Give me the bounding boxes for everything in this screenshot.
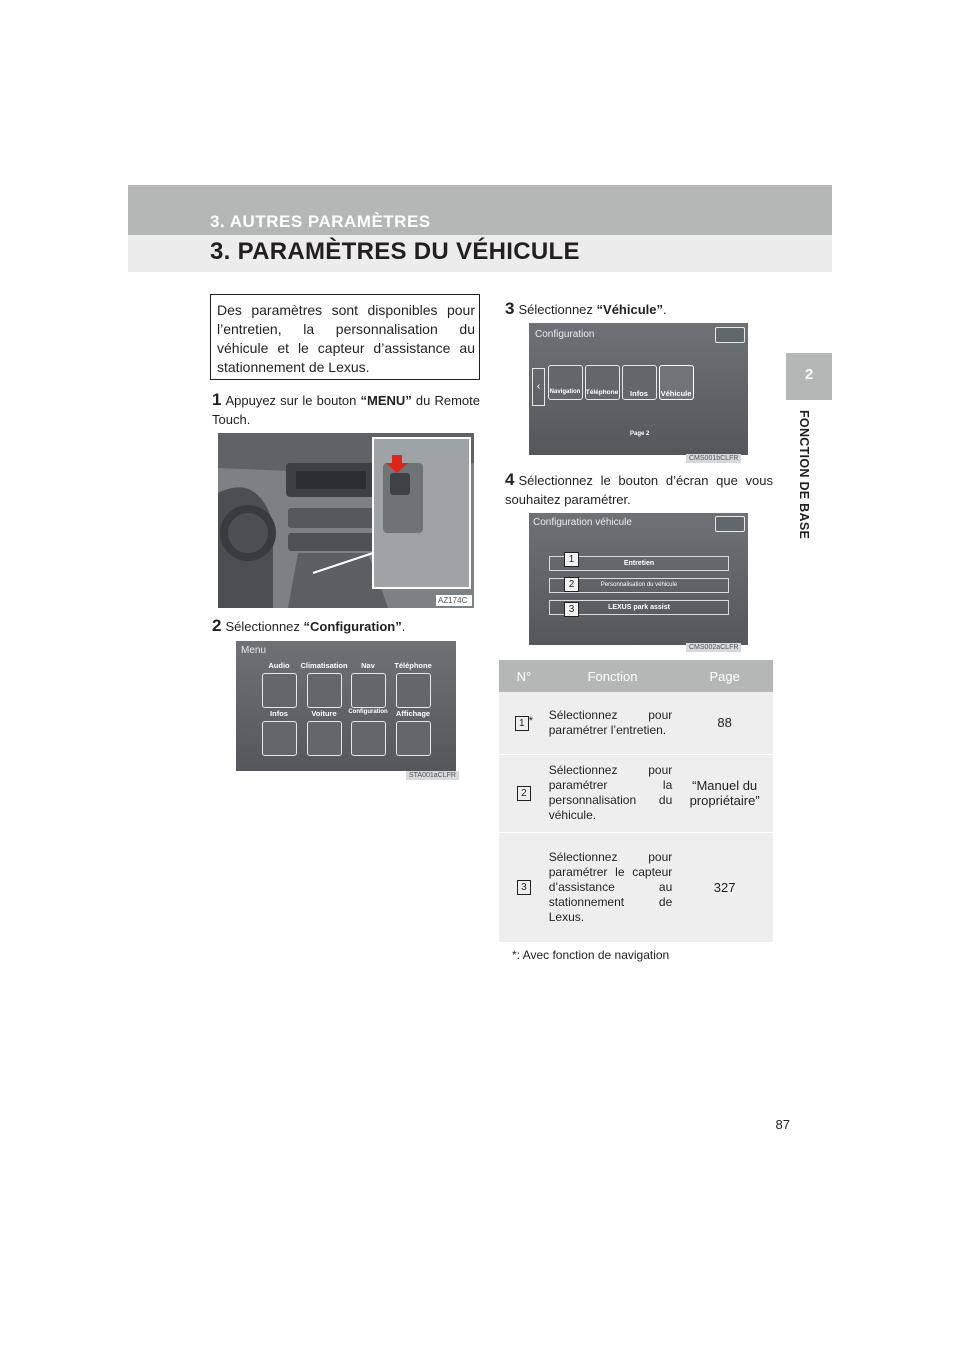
row-page: “Manuel du propriétaire” <box>676 754 773 832</box>
menu-label-audio: Audio <box>268 661 290 670</box>
row-number-cell <box>499 754 549 832</box>
screen-title: Configuration <box>535 329 595 340</box>
header-page: Page <box>676 660 773 692</box>
settings-icon[interactable] <box>351 721 386 756</box>
configuration-screen <box>529 323 748 455</box>
callout-1: 1 <box>564 552 579 567</box>
header-function: Fonction <box>549 660 677 692</box>
row-footnote-mark: * <box>528 714 533 727</box>
step-number: 3 <box>505 299 515 318</box>
car-icon[interactable] <box>307 721 342 756</box>
music-note-icon[interactable] <box>262 673 297 708</box>
figure-code: CMS002aCLFR <box>686 643 741 652</box>
page-number: 87 <box>775 1117 790 1132</box>
step-number: 2 <box>212 616 222 635</box>
table-row <box>499 832 773 942</box>
row-page: 327 <box>676 832 773 942</box>
step-keyword: “Véhicule” <box>596 302 663 317</box>
table-row <box>499 692 773 754</box>
header-number: N° <box>499 660 549 692</box>
vehicle-configuration-screen <box>529 513 748 645</box>
menu-label-configuration: Configuration <box>348 709 388 715</box>
callout-3: 3 <box>564 602 579 617</box>
chapter-label: FONCTION DE BASE <box>797 410 811 540</box>
menu-label-voiture: Voiture <box>311 709 337 718</box>
info-icon[interactable] <box>262 721 297 756</box>
section-title: 3. AUTRES PARAMÈTRES <box>210 212 431 231</box>
step-text: Sélectionnez le bouton d’écran que vous souhaitez paramétrer. <box>505 473 773 507</box>
step-text: . <box>401 619 406 634</box>
menu-label-infos: Infos <box>270 709 288 718</box>
table-row <box>499 754 773 832</box>
figure-code: CMS001bCLFR <box>686 454 741 463</box>
step-number: 4 <box>505 470 515 489</box>
step-text: Sélectionnez <box>225 619 304 634</box>
vehicle-customization-button[interactable]: Personnalisation du véhicule <box>549 578 729 593</box>
phone-icon[interactable] <box>396 673 431 708</box>
menu-label-affichage: Affichage <box>395 709 431 718</box>
row-number: 3 <box>517 880 531 895</box>
step-text: Sélectionnez <box>518 302 597 317</box>
intro-box: Des paramètres sont disponibles pour l’entretien, la personnalisation du véhicule et le capteur d’assistance au stationnement de Lexus. <box>210 294 480 380</box>
footnote: *: Avec fonction de navigation <box>512 948 670 962</box>
row-number: 2 <box>517 786 531 801</box>
row-number-cell <box>499 692 549 754</box>
fan-icon[interactable] <box>307 673 342 708</box>
row-number: 1 <box>515 716 529 731</box>
photo-code: AZ174C <box>438 596 468 605</box>
step-1 <box>212 390 480 429</box>
step-4 <box>505 470 773 509</box>
config-label-navigation: Navigation <box>549 389 581 395</box>
lexus-park-assist-button[interactable]: LEXUS park assist <box>549 600 729 615</box>
page-indicator: Page 2 <box>630 431 650 437</box>
config-label-vehicule: Véhicule <box>660 389 692 398</box>
compass-icon[interactable] <box>351 673 386 708</box>
config-label-telephone: Téléphone <box>585 389 619 396</box>
menu-label-climatisation: Climatisation <box>300 661 348 670</box>
callout-2: 2 <box>564 577 579 592</box>
row-page: 88 <box>676 692 773 754</box>
previous-page-button[interactable]: ‹ <box>532 368 545 406</box>
figure-code: STA001aCLFR <box>406 771 459 780</box>
step-text: du Remote Touch. <box>212 393 481 427</box>
chapter-number: 2 <box>804 366 814 383</box>
config-label-infos: Infos <box>630 389 648 398</box>
row-function: Sélectionnez pour paramétrer le capteur d’assistance au stationnement de Lexus. <box>549 832 677 942</box>
screen-title: Menu <box>241 645 267 656</box>
display-icon[interactable] <box>396 721 431 756</box>
screen-title: Configuration véhicule <box>533 517 632 528</box>
function-table <box>499 660 773 943</box>
step-3 <box>505 299 773 319</box>
step-keyword: “MENU” <box>360 393 412 408</box>
remote-touch-photo <box>218 433 474 608</box>
menu-screen <box>236 641 456 771</box>
page-title: 3. PARAMÈTRES DU VÉHICULE <box>210 238 580 265</box>
step-2 <box>212 616 480 636</box>
step-number: 1 <box>212 390 222 409</box>
back-button[interactable] <box>715 516 745 532</box>
entretien-button[interactable]: Entretien <box>549 556 729 571</box>
menu-label-telephone: Téléphone <box>394 661 432 670</box>
row-function: Sélectionnez pour paramétrer la personnalisation du véhicule. <box>549 754 677 832</box>
row-number-cell <box>499 832 549 942</box>
step-text: Appuyez sur le bouton <box>225 393 361 408</box>
menu-label-nav: Nav <box>361 661 375 670</box>
back-button[interactable] <box>715 327 745 343</box>
table-header-row <box>499 660 773 692</box>
step-text: . <box>663 302 667 317</box>
step-keyword: “Configuration” <box>303 619 402 634</box>
row-function: Sélectionnez pour paramétrer l’entretien. <box>549 692 677 754</box>
car-interior-illustration <box>218 433 474 608</box>
